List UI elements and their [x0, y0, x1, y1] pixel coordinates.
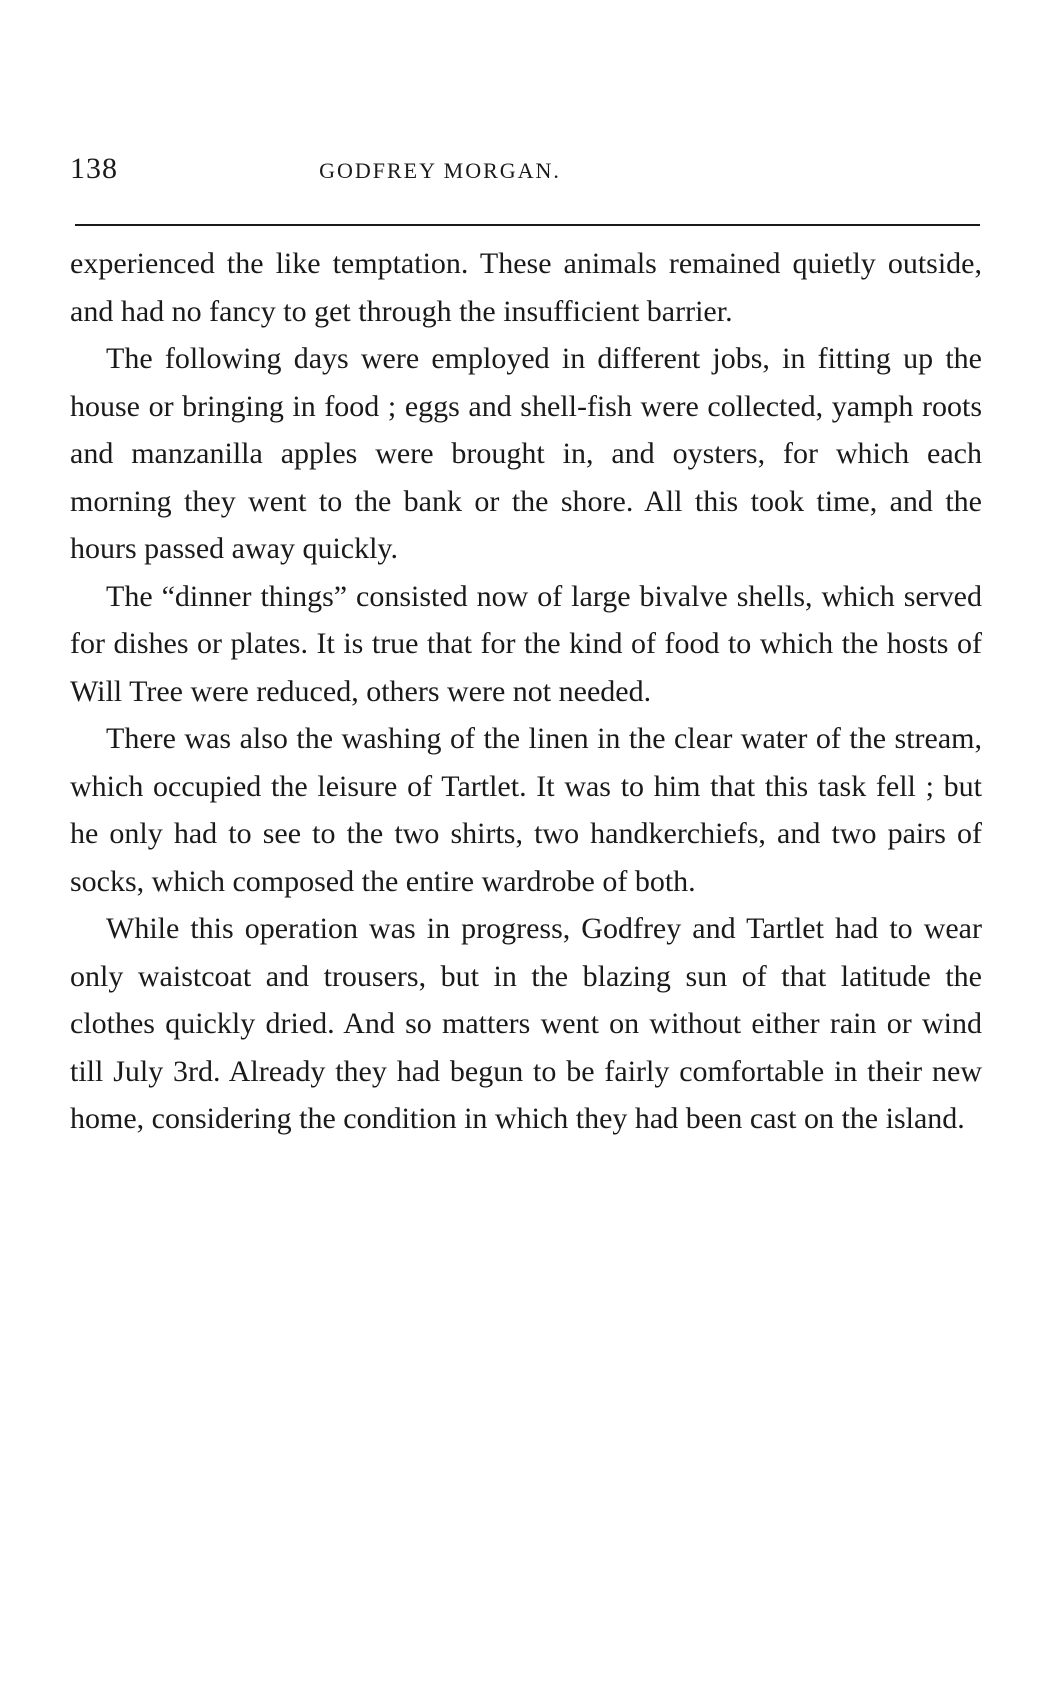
- running-head: [70, 152, 980, 192]
- paragraph-2: The following days were employed in different jobs, in fitting up the house or bringing in food ; eggs and shell-fish were collected, yamph roots and manzanilla apples were brought in, and oysters, for which each morning they went to the bank or the shore. All this took time, and the hours passed away quickly.: [70, 342, 982, 565]
- paragraph-4: There was also the washing of the linen in the clear water of the stream, which occupied the leisure of Tartlet. It was to him that this task fell ; but he only had to see to the two shirts, two handkerchiefs, and two pairs of socks, which composed the entire wardrobe of both.: [70, 722, 982, 898]
- page-number: 138: [70, 152, 118, 185]
- header-rule: [75, 224, 980, 226]
- body-text: [70, 240, 982, 1143]
- paragraph-5: While this operation was in progress, Godfrey and Tartlet had to wear only waistcoat and trousers, but in the blazing sun of that latitude the clothes quickly dried. And so matters went on without either rain or wind till July 3rd. Already they had begun to be fairly comfortable in their new home, considering the condition in which they had been cast on the island.: [70, 912, 982, 1135]
- paragraph-1: experienced the like temptation. These animals remained quietly outside, and had no fancy to get through the insufficient barrier.: [70, 247, 982, 328]
- paragraph-3: The “dinner things” consisted now of large bivalve shells, which served for dishes or plates. It is true that for the kind of food to which the hosts of Will Tree were reduced, others were not needed.: [70, 579, 982, 708]
- running-title: GODFREY MORGAN.: [319, 158, 561, 183]
